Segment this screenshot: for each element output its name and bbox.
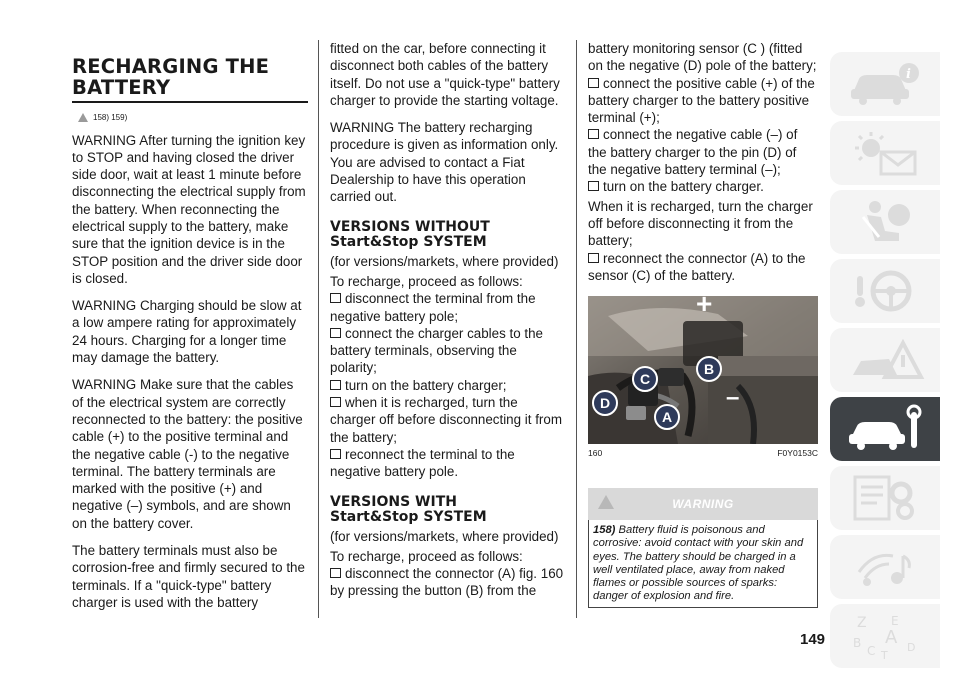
checkbox-bullet-icon [330,293,341,303]
chapter-tab[interactable] [830,52,940,116]
step-text: reconnect the connector (A) to the sensor (C) of the battery. [588,250,806,283]
step-text: disconnect the connector (A) fig. 160 by pressing the button (B) from the [330,566,564,599]
section-title: RECHARGING THE BATTERY [72,55,270,99]
paragraph: The battery terminals must also be corrosion-free and firmly secured to the terminals. If a "quick-type" battery charger is used with the battery [72,543,305,610]
alphabet-index-icon [845,611,925,661]
step-text: turn on the battery charger. [603,179,764,195]
lights-mail-icon [845,128,925,178]
battery-figure [588,296,818,444]
warning-references [78,113,308,122]
paragraph: When it is recharged, turn the charger off before disconnecting it from the battery; [588,198,813,249]
warning-triangle-icon [598,495,614,509]
multimedia-icon [845,542,925,592]
index-letter: D [907,641,916,654]
paragraph: WARNING The battery recharging procedure is given as information only. You are advised to contact a Fiat Dealership to have this operation carried out. [330,120,559,205]
step-text: connect the negative cable (–) of the battery charger to the pin (D) of the negative battery terminal (–); [588,127,798,178]
warning-box [588,488,818,608]
list-item [330,290,566,325]
list-item [588,178,818,195]
chapter-tab[interactable] [830,259,940,323]
steering-wheel-icon [845,266,925,316]
column-1 [72,40,308,611]
column-2 [330,40,566,600]
checkbox-bullet-icon [588,78,599,88]
warning-number: 158) [593,524,616,537]
index-letter: A [885,627,898,648]
subtitle: (for versions/markets, where provided) [330,528,559,544]
title-underline [72,101,308,103]
figure-number: 160 [588,448,603,459]
paragraph: battery monitoring sensor (C ) (fitted on the negative (D) pole of the battery; [588,41,817,74]
warning-title: WARNING [672,497,734,512]
index-letter: E [891,614,899,628]
figure-label-d: D [592,390,618,416]
heading-with-startstop [330,495,566,526]
checkbox-bullet-icon [588,253,599,263]
figure-label-minus: – [726,384,740,412]
figure-caption [588,448,818,458]
list-item [588,75,818,127]
warning-triangle-icon [78,113,88,122]
chapter-tab[interactable] [830,466,940,530]
heading-line: Start&Stop SYSTEM [330,234,487,251]
checkbox-bullet-icon [330,397,341,407]
step-text: reconnect the terminal to the negative battery pole. [330,446,515,480]
heading-line: VERSIONS WITH [330,493,457,510]
paragraph: WARNING Make sure that the cables of the electrical system are correctly reconnected to the battery: the positive cable (+) to the positive terminal and the negative cable (-) to the negative terminal. The battery terminals are marked with the positive (+) and negative (–) symbols, and are shown on the battery cover. [72,377,303,531]
paragraph: WARNING After turning the ignition key to STOP and having closed the driver side door, wait at least 1 minute before disconnecting the electrical supply from the battery. When reconnecting the electrical supply to the battery, make sure that the ignition device is in the STOP position and the driver side door is closed. [72,132,306,286]
heading-line: VERSIONS WITHOUT [330,218,490,235]
figure-label-b: B [696,356,722,382]
car-info-icon [845,59,925,109]
figure-label-c: C [632,366,658,392]
chapter-tab[interactable] [830,604,940,668]
heading-line: Start&Stop SYSTEM [330,509,487,526]
step-text: connect the charger cables to the battery terminals, observing the polarity; [330,325,544,376]
chapter-tab[interactable] [830,190,940,254]
list-item [330,325,566,377]
column-divider [576,40,577,618]
chapter-tab[interactable] [830,328,940,392]
intro-text: To recharge, proceed as follows: [330,273,523,289]
paragraph: WARNING Charging should be slow at a low ampere rating for approximately 24 hours. Charging for a longer time may damage the battery. [72,298,302,366]
checkbox-bullet-icon [330,449,341,459]
column-divider [318,40,319,618]
chapter-tab-active[interactable] [830,397,940,461]
chapter-sidebar [830,52,940,673]
step-text: disconnect the terminal from the negative battery pole; [330,291,536,324]
column-3 [588,40,818,608]
chapter-tab[interactable] [830,121,940,185]
list-item [330,394,566,446]
heading-without-startstop [330,220,566,251]
warning-body [588,520,818,608]
specs-gears-icon [845,473,925,523]
step-text: turn on the battery charger; [345,377,507,393]
chapter-tab[interactable] [830,535,940,599]
warning-header [588,488,818,520]
index-letter: T [881,649,888,661]
list-item [330,377,566,394]
reference-numbers: 158) 159) [93,112,128,122]
figure-code: F0Y0153C [777,448,818,459]
figure-label-plus: + [696,296,713,320]
accident-warning-icon [845,335,925,385]
index-letter: C [867,644,876,658]
checkbox-bullet-icon [588,129,599,139]
warning-text: Battery fluid is poisonous and corrosive: avoid contact with your skin and eyes. The battery should be charged in a well ventilated place, away from naked flames or possible sources of sparks: danger of explosion and fire. [593,524,804,603]
checkbox-bullet-icon [588,181,599,191]
paragraph: fitted on the car, before connecting it disconnect both cables of the battery itself. Do not use a "quick-type" battery charger to provide the starting voltage. [330,41,560,108]
car-wrench-icon [845,404,925,454]
list-item [330,565,566,600]
index-letter: Z [857,615,867,631]
intro-text: To recharge, proceed as follows: [330,548,523,564]
airbag-seat-icon [845,197,925,247]
list-item [588,126,818,178]
checkbox-bullet-icon [330,328,341,338]
index-letter: B [853,636,862,650]
figure-label-a: A [654,404,680,430]
page-number: 149 [800,631,826,648]
svg-text:i: i [906,67,911,82]
subtitle: (for versions/markets, where provided) [330,253,559,269]
checkbox-bullet-icon [330,380,341,390]
step-text: connect the positive cable (+) of the battery charger to the battery positive terminal (+); [588,75,815,126]
step-text: when it is recharged, turn the charger off before disconnecting it from the battery; [330,395,562,445]
checkbox-bullet-icon [330,568,341,578]
list-item [588,250,818,285]
list-item [330,446,566,481]
